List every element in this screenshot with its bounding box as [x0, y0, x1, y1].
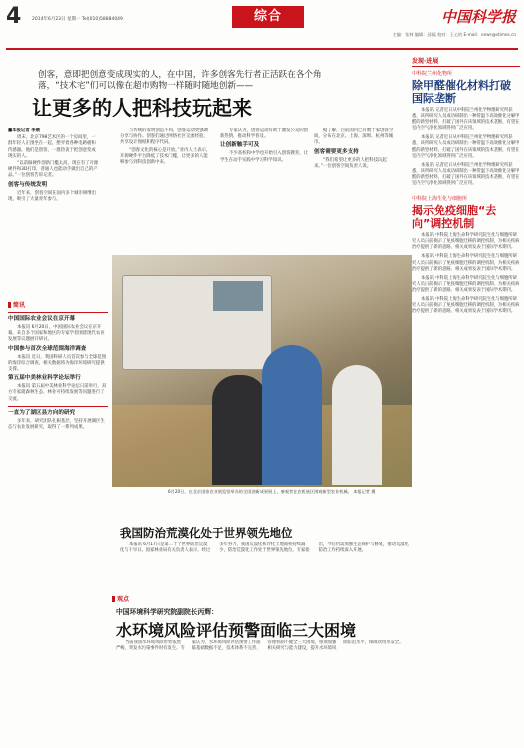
- photo-person-shape: [212, 375, 267, 485]
- photo-person-shape: [262, 345, 322, 485]
- brief-text: 本报讯 近日，我国科研人员首次参与全球范围的海洋综合调查，相关数据将为海洋环境研究提供支撑。: [8, 354, 107, 373]
- lead-subhead: 让创新触手可及: [220, 142, 260, 149]
- lead-paragraph: “创客文化的核心是开放。”业内人士表示，开源硬件平台降低了技术门槛，让更多的人能够参与到科技创新中来。: [120, 147, 211, 166]
- lead-paragraph: 据了解，目前国内已有数十家创客空间，分布在北京、上海、深圳、杭州等城市。: [314, 128, 394, 146]
- news-photo: [112, 255, 412, 487]
- view-label-text: 观点: [117, 596, 130, 603]
- lead-headline: 让更多的人把科技玩起来: [32, 96, 252, 120]
- briefs-column: [8, 300, 108, 610]
- divider: [8, 406, 108, 407]
- right-text: 本报讯 记者近日从中科院兰州化学物理研究所获悉，该所研究人员成功研制出一种常温下高效催化分解甲醛的新型材料，打破了国外在该领域的技术垄断，有望在室内空气净化领域得到广泛应用。: [412, 135, 520, 159]
- lead-paragraph: 专家认为，创客运动有助于激发公众的创新热情，推动科学普及。: [220, 128, 309, 140]
- editor-line: 主编：张林 编辑：邱磊 校对：王心怡 E-mail：news@stimes.cn: [392, 32, 516, 37]
- brief-title: 第五届中美林业科学论坛举行: [8, 375, 81, 382]
- lead-paragraph: “以前做硬件创新门槛太高，现在有了开源硬件和3D打印，普通人也能动手做出自己的产品。”一位创客告诉记者。: [8, 161, 99, 179]
- right-headline: 除甲醛催化材料打破国际垄断: [412, 79, 511, 105]
- newspaper-logo: 中国科学报: [440, 8, 516, 26]
- divider: [8, 312, 108, 313]
- lead-paragraph: “我们希望让更多的人把科技玩起来。”一位创客空间负责人说。: [314, 157, 387, 169]
- lead-subhead: 创客与传统发明: [8, 181, 48, 188]
- masthead-rule: [6, 48, 518, 50]
- page-number: 4: [6, 4, 22, 29]
- lead-deck: 创客，意即把创意变成现实的人，在中国，许多创客先行者正活跃在各个角落，“技术宅”们可以像在超市购物一样随时随地创新——: [38, 70, 322, 91]
- lead-column-3: [220, 128, 312, 208]
- right-text: 本报讯 中科院上海生命科学研究院生化与细胞所研究人员日前揭示了免疫细胞迁移的调控机制，为相关疾病治疗提供了新的思路。相关成果发表于国际学术期刊。: [412, 233, 520, 251]
- section-tab: 综合: [232, 6, 304, 28]
- view-headline: 水环境风险评估预警面临三大困境: [116, 621, 357, 640]
- photo-person-shape: [332, 365, 382, 485]
- lead-column-2: [120, 128, 212, 248]
- section-marker-icon: [8, 302, 11, 308]
- briefs-label-text: 简讯: [13, 302, 26, 309]
- view-section-label: [112, 594, 129, 603]
- right-text: 本报讯 记者近日从中科院兰州化学物理研究所获悉，该所研究人员成功研制出一种常温下高效催化分解甲醛的新型材料，打破了国外在该领域的技术垄断，有望在室内空气净化领域得到广泛应用。: [412, 162, 520, 187]
- lead-paragraph: 近年来，创客空间在国内多个城市相继出现，吸引了大量青年参与。: [8, 190, 97, 202]
- date-line: 2014年6月23日 星期一 Tel(010)58884049: [32, 17, 123, 22]
- section-marker-icon: [112, 596, 115, 602]
- brief-title: 中国参与首次全球范围海洋调查: [8, 345, 87, 352]
- lead-subhead: 创客需要更多支持: [314, 148, 359, 155]
- lead-paragraph: 不少高校和中学也开始引入创客教育，让学生在动手实践中学习科学知识。: [220, 151, 309, 163]
- photo-harvester-shape: [122, 275, 272, 370]
- lead-paragraph: 周末，北京798艺术区的一个房间里，一群年轻人正围坐在一起，摆弄着各种电路板和传感器。他们是创客，一群热衷于把创意变成现实的人。: [8, 135, 96, 159]
- right-text: 本报讯 中科院上海生命科学研究院生化与细胞所研究人员日前揭示了免疫细胞迁移的调控机制，为相关疾病治疗提供了新的思路。相关成果发表于国际学术期刊。: [412, 296, 520, 315]
- lead-column-4: [314, 128, 398, 238]
- brief-text: 本报讯 6月20日，中国国际农业会议在京开幕，来自多个国家和地区的专家学者围绕现代农业发展等议题展开研讨。: [8, 325, 105, 343]
- masthead: [6, 4, 518, 48]
- lead-byline: ■本报记者 李晨: [8, 128, 41, 133]
- right-headline: 揭示免疫细胞“去向”调控机制: [412, 204, 497, 231]
- view-text: 当前我国水环境风险形势依然严峻，突发水污染事件时有发生。专家认为，水环境风险评估预警工作面临基础数据不足、技术体系不完善、管理机制不健全三大困境，亟须加强相关研究与能力建设，提升水环境风险防范水平，保障饮用水安全。: [116, 640, 404, 651]
- lead-paragraph: 与传统的发明创造不同，创客运动更强调分享与协作。创客们通过网络社区交流经验，共享设计图纸和程序代码。: [120, 128, 209, 146]
- story2-headline: 我国防治荒漠化处于世界领先地位: [120, 526, 293, 540]
- brief-title: 一直为了湖区县方向的研究: [8, 409, 76, 416]
- right-text: 本报讯 记者近日从中科院兰州化学物理研究所获悉，该所研究人员成功研制出一种常温下高效催化分解甲醛的新型材料，打破了国外在该领域的技术垄断，有望在室内空气净化领域得到广泛应用。: [412, 108, 520, 132]
- right-kicker: 中科院上海生化与细胞所: [412, 196, 468, 203]
- right-column: [412, 56, 520, 736]
- brief-title: 中国国际农业会议在京开幕: [8, 316, 76, 322]
- right-text: 本报讯 中科院上海生命科学研究院生化与细胞所研究人员日前揭示了免疫细胞迁移的调控机制，为相关疾病治疗提供了新的思路。相关成果发表于国际学术期刊。: [412, 275, 520, 293]
- story2-text: 本报讯 6月17日是第二十个世界防治荒漠化与干旱日。国家林业局有关负责人表示，经过多年努力，我国荒漠化和沙化土地面积持续减少，防治荒漠化工作处于世界领先地位。专家指出，今后仍需加强生态保护与修复，推动荒漠化防治工作持续深入开展。: [120, 542, 409, 553]
- right-section-label: 发现·进展: [412, 56, 520, 67]
- right-kicker: 中科院兰州化物所: [412, 71, 453, 77]
- right-text: 本报讯 中科院上海生命科学研究院生化与细胞所研究人员日前揭示了免疫细胞迁移的调控机制，为相关疾病治疗提供了新的思路。相关成果发表于国际学术期刊。: [412, 254, 520, 272]
- brief-text: 本报讯 第五届中美林业科学论坛日前举行，双方专家就森林生态、林业可持续发展等问题进行了交流。: [8, 384, 107, 402]
- view-kicker: 中国环境科学研究院副院长丙辉：: [116, 608, 218, 616]
- briefs-section-label: [8, 300, 108, 309]
- lead-column-1: [8, 128, 100, 298]
- photo-caption: 6月20日，在北京国家农业展览馆举办的全国创新成果展上，参观者在农机展区围观新型农业机械。 本报记者 摄: [168, 489, 376, 494]
- brief-text: 多年来，研究团队扎根基层，坚持开展湖区生态与农业发展研究，取得了一系列成果。: [8, 418, 105, 431]
